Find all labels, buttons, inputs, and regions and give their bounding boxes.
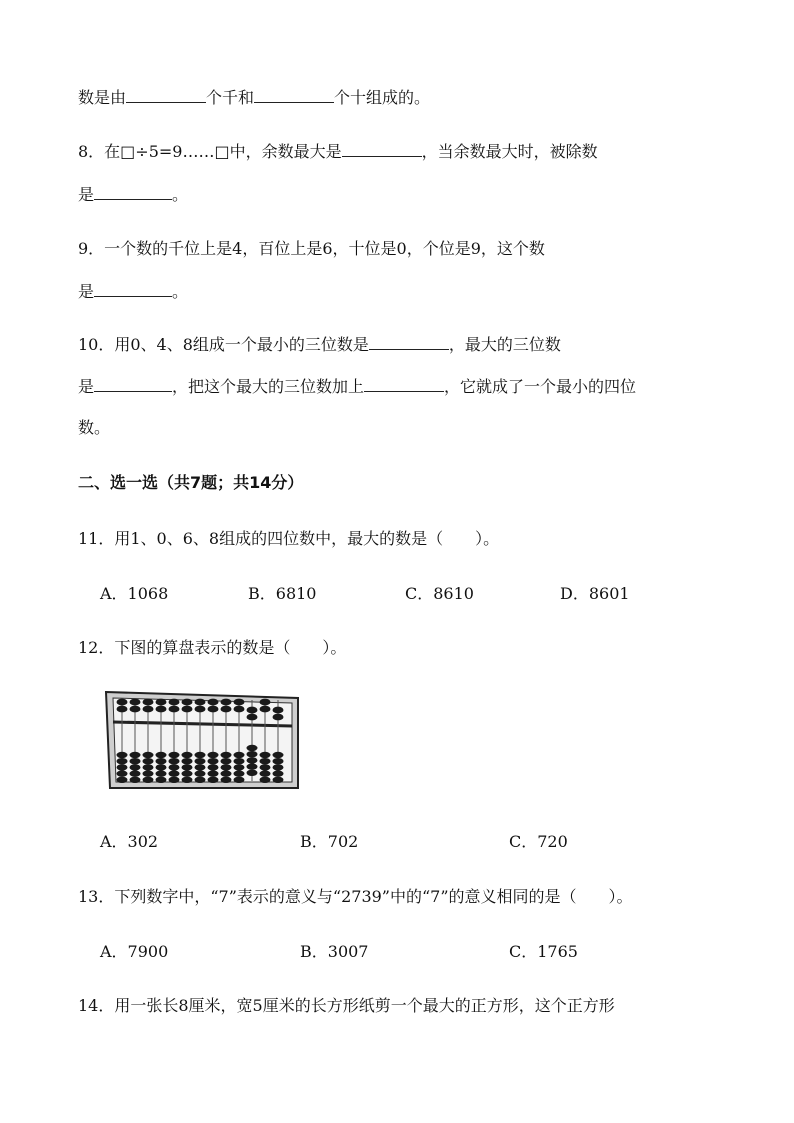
abacus-bead (234, 706, 245, 713)
abacus-bead (156, 770, 167, 776)
abacus-bead (234, 752, 245, 758)
abacus-bead (130, 699, 141, 706)
q10-text-e: ，它就成了一个最小的四位 (444, 377, 637, 396)
abacus-bead (221, 752, 232, 758)
abacus-bead (273, 777, 284, 783)
q10-text-f: 数。 (78, 418, 111, 437)
question-9-line2 (78, 280, 188, 304)
abacus-bead (260, 706, 271, 713)
q7-text-c: 个十组成的。 (334, 88, 431, 107)
abacus-bead (117, 770, 128, 776)
abacus-bead (221, 777, 232, 783)
abacus-bead (273, 714, 284, 721)
abacus-bead (221, 706, 232, 713)
abacus-bead (117, 758, 128, 764)
abacus-bead (156, 706, 167, 713)
abacus-bead (273, 770, 284, 776)
abacus-bead (169, 770, 180, 776)
q10-text-a: 10．用0、4、8组成一个最小的三位数是 (78, 335, 369, 354)
q10-text-b: ，最大的三位数 (448, 335, 561, 354)
abacus-bead (156, 752, 167, 758)
abacus-bead (273, 752, 284, 758)
abacus-bead (195, 706, 206, 713)
question-10-line2 (78, 375, 636, 399)
abacus-bead (221, 764, 232, 770)
abacus-bead (182, 706, 193, 713)
answer-blank[interactable] (94, 280, 172, 297)
abacus-bead (169, 764, 180, 770)
abacus-bead (195, 752, 206, 758)
abacus-bead (208, 777, 219, 783)
q9-text-c: 。 (172, 282, 189, 301)
abacus-bead (156, 777, 167, 783)
abacus-bead (260, 770, 271, 776)
q8-text-c: 是 (78, 185, 95, 204)
abacus-bead (208, 706, 219, 713)
q9-text: 9．一个数的千位上是4，百位上是6，十位是0，个位是9，这个数 (78, 239, 545, 258)
abacus-bead (260, 699, 271, 706)
abacus-bead (247, 763, 258, 769)
abacus-bead (130, 758, 141, 764)
q8-text-b: ，当余数最大时，被除数 (421, 142, 598, 161)
question-14-stem: 14．用一张长8厘米，宽5厘米的长方形纸剪一个最大的正方形，这个正方形 (78, 996, 615, 1015)
abacus-bead (260, 752, 271, 758)
abacus-bead (208, 770, 219, 776)
abacus-bead (234, 777, 245, 783)
abacus-bead (247, 745, 258, 751)
abacus-bead (195, 770, 206, 776)
q10-text-c: 是 (78, 377, 95, 396)
question-8-line2 (78, 183, 188, 207)
abacus-bead (169, 777, 180, 783)
question-12-stem: 12．下图的算盘表示的数是（ ）。 (78, 638, 347, 657)
abacus-bead (143, 758, 154, 764)
abacus-bead (182, 752, 193, 758)
q13-option-c[interactable]: C．1765 (509, 942, 578, 961)
abacus-bead (273, 764, 284, 770)
abacus-bead (234, 770, 245, 776)
abacus-bead (195, 699, 206, 706)
abacus-image (104, 690, 300, 790)
abacus-bead (117, 699, 128, 706)
q11-option-a[interactable]: A．1068 (100, 584, 169, 603)
q9-text-b: 是 (78, 282, 95, 301)
abacus-bead (130, 770, 141, 776)
q13-option-b[interactable]: B．3007 (300, 942, 369, 961)
abacus-bead (195, 777, 206, 783)
abacus-bead (182, 770, 193, 776)
answer-blank[interactable] (342, 140, 422, 157)
q10-text-d: ，把这个最大的三位数加上 (172, 377, 365, 396)
q12-option-c[interactable]: C．720 (509, 832, 568, 851)
abacus-bead (182, 777, 193, 783)
section-heading: 二、选一选（共7题；共14分） (78, 473, 304, 492)
abacus-bead (143, 764, 154, 770)
abacus-bead (182, 758, 193, 764)
abacus-bead (221, 699, 232, 706)
abacus-bead (169, 699, 180, 706)
question-11-stem: 11．用1、0、6、8组成的四位数中，最大的数是（ ）。 (78, 529, 500, 548)
abacus-bead (208, 764, 219, 770)
abacus-bead (117, 752, 128, 758)
abacus-bead (247, 707, 258, 714)
q11-option-b[interactable]: B．6810 (248, 584, 317, 603)
q7-text-b: 个千和 (206, 88, 255, 107)
abacus-bead (208, 752, 219, 758)
abacus-bead (130, 764, 141, 770)
question-10-line3 (78, 416, 110, 440)
abacus-bead (156, 764, 167, 770)
q13-option-a[interactable]: A．7900 (100, 942, 169, 961)
abacus-bead (247, 757, 258, 763)
abacus-bead (221, 758, 232, 764)
abacus-bead (156, 699, 167, 706)
abacus-bead (260, 777, 271, 783)
abacus-bead (208, 699, 219, 706)
q8-text-d: 。 (172, 185, 189, 204)
abacus-bead (143, 706, 154, 713)
abacus-bead (221, 770, 232, 776)
abacus-bead (130, 706, 141, 713)
answer-blank[interactable] (364, 375, 444, 392)
abacus-bead (143, 752, 154, 758)
abacus-bead (169, 758, 180, 764)
answer-blank[interactable] (94, 183, 172, 200)
abacus-bead (117, 706, 128, 713)
q11-option-c[interactable]: C．8610 (405, 584, 474, 603)
q7-text-a: 数是由 (78, 88, 127, 107)
abacus-bead (234, 758, 245, 764)
answer-blank[interactable] (94, 375, 172, 392)
abacus-bead (169, 706, 180, 713)
abacus-bead (117, 777, 128, 783)
abacus-bead (234, 699, 245, 706)
q11-option-d[interactable]: D．8601 (560, 584, 630, 603)
abacus-bead (130, 752, 141, 758)
abacus-bead (117, 764, 128, 770)
abacus-bead (247, 751, 258, 757)
answer-blank[interactable] (254, 86, 334, 103)
abacus-bead (247, 714, 258, 721)
abacus-bead (260, 764, 271, 770)
q12-option-a[interactable]: A．302 (100, 832, 159, 851)
question-8-line1 (78, 140, 598, 164)
abacus-bead (247, 770, 258, 776)
abacus-bead (130, 777, 141, 783)
answer-blank[interactable] (126, 86, 206, 103)
question-10-line1 (78, 333, 561, 357)
abacus-bead (208, 758, 219, 764)
question-9-line1 (78, 237, 545, 261)
abacus-bead (143, 777, 154, 783)
question-7-tail (78, 86, 430, 110)
abacus-bead (260, 758, 271, 764)
answer-blank[interactable] (369, 333, 449, 350)
abacus-bead (273, 707, 284, 714)
question-13-stem: 13．下列数字中，“7”表示的意义与“2739”中的“7”的意义相同的是（ ）。 (78, 887, 633, 906)
abacus-bead (143, 699, 154, 706)
abacus-bead (182, 699, 193, 706)
abacus-bead (156, 758, 167, 764)
abacus-bead (273, 758, 284, 764)
q8-text-a: 8．在□÷5=9……□中，余数最大是 (78, 142, 342, 161)
abacus-bead (234, 764, 245, 770)
q12-option-b[interactable]: B．702 (300, 832, 359, 851)
abacus-bead (182, 764, 193, 770)
abacus-bead (143, 770, 154, 776)
abacus-bead (195, 758, 206, 764)
abacus-bead (169, 752, 180, 758)
abacus-bead (195, 764, 206, 770)
